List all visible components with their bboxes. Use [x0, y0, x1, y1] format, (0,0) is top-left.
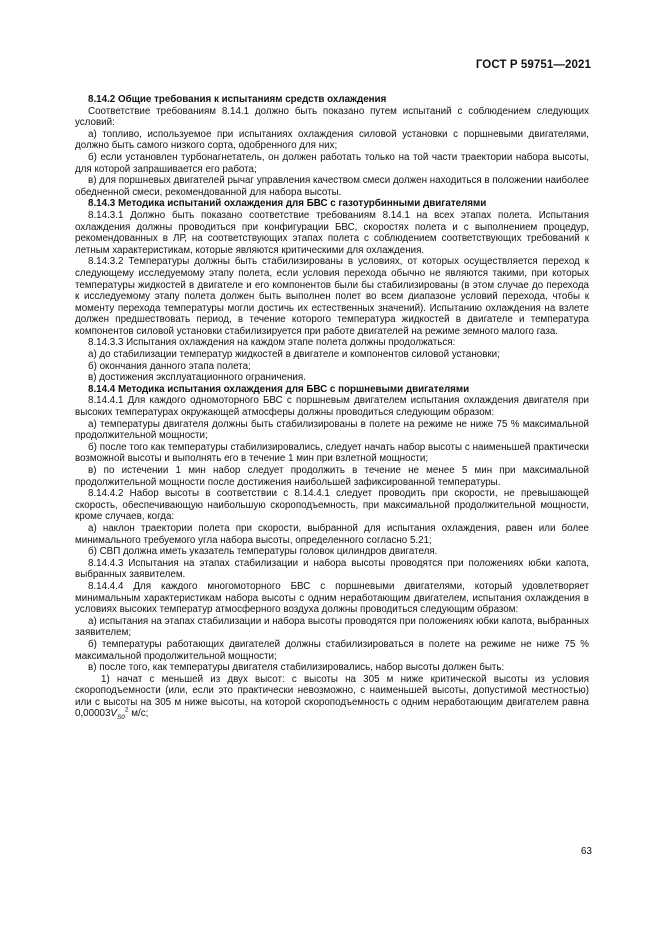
paragraph: в) достижения эксплуатационного ограничения. [88, 372, 306, 384]
paragraph: 8.14.4.2 Набор высоты в соответствии с 8.14.4.1 следует проводить при скорости, не превышающей скорость, обеспечивающую наибольшую скороподъемность, при максимальной продолжительной мощности, кроме случаев, когда: [75, 488, 589, 523]
formula-subscript: S0 [116, 714, 125, 722]
paragraph: б) если установлен турбонагнетатель, он должен работать только на той части траектории набора высоты, для которой запрашивается его работа; [75, 151, 589, 175]
paragraph: Соответствие требованиям 8.14.1 должно быть показано путем испытаний с соблюдением следующих условий: [75, 105, 589, 129]
paragraph: 8.14.3.2 Температуры должны быть стабилизированы в условиях, от которых осуществляется переход к следующему исследуемому этапу полета, если условия перехода обычно не являются такими, при которых температуры жидкостей в двигателе и его компонентов были бы стабилизированы (в этом случае до перехода к исследуемому этапу полета должен быть выполнен полет во всем диапазоне условий перехода, чтобы к моменту перехода температуры могли достичь их естественных значений). Испытанию охлаждения на взлете должен предшествовать период, в течение которого температура жидкостей в двигателе и температура компонентов силовой установки стабилизируется при работе двигателей на режиме земного малого газа. [75, 256, 589, 337]
paragraph: а) температуры двигателя должны быть стабилизированы в полете на режиме не ниже 75 % максимальной продолжительной мощности; [75, 418, 589, 442]
paragraph: 8.14.4.1 Для каждого одномоторного БВС с поршневым двигателем испытания охлаждения двигателя при высоких температурах окружающей атмосферы должны проводиться следующим образом: [75, 395, 589, 419]
paragraph: в) после того, как температуры двигателя стабилизировались, набор высоты должен быть: [88, 662, 505, 674]
paragraph: 8.14.4.3 Испытания на этапах стабилизации и набора высоты проводятся при положениях юбки капота, выбранных заявителем. [75, 557, 589, 581]
paragraph: а) топливо, используемое при испытаниях охлаждения силовой установки с поршневыми двигателями, должно быть самого низкого сорта, одобренного для них; [75, 128, 589, 152]
paragraph: б) СВП должна иметь указатель температуры головок цилиндров двигателя. [88, 546, 438, 558]
paragraph: б) после того как температуры стабилизировались, следует начать набор высоты с наименьшей практически возможной высоты и выполнять его в течение 1 мин при взлетной мощности; [75, 441, 589, 465]
paragraph: в) для поршневых двигателей рычаг управления качеством смеси должен находиться в положении наиболее обедненной смеси, рекомендованной для набора высоты. [75, 175, 589, 198]
section-heading: 8.14.2 Общие требования к испытаниям средств охлаждения [88, 94, 387, 105]
paragraph: б) температуры работающих двигателей должны стабилизироваться в полете на режиме не ниже 75 % максимальной продолжительной мощности; [75, 638, 589, 662]
paragraph: 8.14.4.4 Для каждого многомоторного БВС с поршневыми двигателями, который удовлетворяет минимальным характеристикам набора высоты с одним неработающим двигателем, испытания охлаждения в условиях высоких температур атмосферного воздуха должны проводиться следующим образом: [75, 580, 589, 616]
paragraph: а) испытания на этапах стабилизации и набора высоты проводятся при положениях юбки капота, выбранных заявителем; [75, 615, 589, 639]
paragraph: 8.14.3.1 Должно быть показано соответствие требованиям 8.14.1 на всех этапах полета. Испытания охлаждения должны проводиться при конфигурации БВС, скоростях полета и с выполнением процедур, рекомендованных в ЛР, на соответствующих этапах полета с соблюдением соответствующих требований к летным характеристикам, которые являются критическими для охлаждения. [75, 209, 589, 256]
document-body [75, 94, 589, 720]
paragraph: 8.14.3.3 Испытания охлаждения на каждом этапе полета должны продолжаться: [88, 337, 456, 349]
page-number: 63 [580, 846, 592, 857]
section-heading: 8.14.3 Методика испытаний охлаждения для БВС с газотурбинными двигателями [88, 198, 487, 210]
formula-unit: м/с; [128, 708, 149, 720]
formula-superscript: 2 [124, 707, 129, 715]
paragraph: в) по истечении 1 мин набор следует продолжить в течение не менее 5 мин при максимальной продолжительной мощности после достижения наибольшей зафиксированной температуры. [75, 465, 589, 488]
paragraph-text: 1) начат с меньшей из двух высот: с высоты на 305 м ниже критической высоты из условия скороподъемности (или, если это практически невозможно, с наименьшей высоты, допустимой местностью) или с высоты на 305 м ниже высоты, на которой скороподъемность с одним неработающим двигателем равна 0,00003 [75, 673, 589, 720]
section-heading: 8.14.4 Методика испытания охлаждения для БВС с поршневыми двигателями [88, 383, 470, 395]
paragraph: б) окончания данного этапа полета; [88, 360, 251, 372]
paragraph: а) наклон траектории полета при скорости, выбранной для испытания охлаждения, равен или более минимального требуемого угла набора высоты, определенного согласно 5.21; [75, 522, 589, 546]
paragraph: а) до стабилизации температур жидкостей в двигателе и компонентов силовой установки; [88, 349, 500, 361]
formula-symbol: V [110, 708, 117, 720]
paragraph [75, 674, 589, 720]
standard-number: ГОСТ Р 59751—2021 [475, 59, 591, 71]
